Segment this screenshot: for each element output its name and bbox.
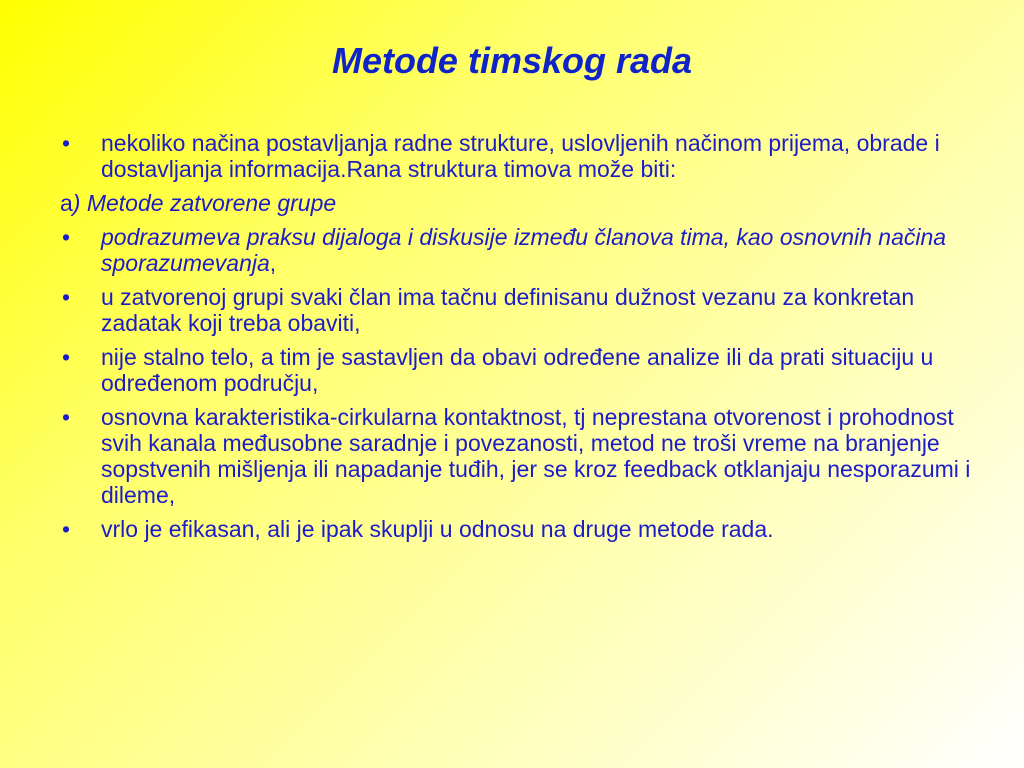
bullet-text: nije stalno telo, a tim je sastavljen da obavi određene analize ili da prati situaciju u određenom području, [101, 344, 934, 396]
bullet-item [60, 130, 980, 182]
bullet-text: osnovna karakteristika-cirkularna kontaktnost, tj neprestana otvorenost i prohodnost svih kanala međusobne saradnje i povezanosti, metod ne troši vreme na branjenje sopstvenih mišljenja ili napadanje tuđih, jer se kroz feedback otklanjaju nesporazumi i dileme, [101, 404, 971, 508]
slide-title: Metode timskog rada [331, 40, 693, 81]
section-heading-text: ) Metode zatvorene grupe [72, 190, 337, 216]
section-heading [60, 190, 980, 216]
bullet-text: u zatvorenoj grupi svaki član ima tačnu definisanu dužnost vezanu za konkretan zadatak koji treba obaviti, [101, 284, 915, 336]
bullet-text-italic: podrazumeva praksu dijaloga i diskusije između članova tima, kao osnovnih načina sporazumevanja [101, 224, 947, 276]
bullet-icon: • [62, 516, 71, 542]
slide-content [60, 130, 980, 550]
bullet-icon: • [62, 404, 71, 430]
bullet-item [60, 344, 980, 396]
bullet-icon: • [62, 284, 71, 310]
bullet-item [60, 224, 980, 276]
bullet-icon: • [62, 224, 71, 250]
bullet-item [60, 284, 980, 336]
bullet-text: nekoliko načina postavljanja radne strukture, uslovljenih načinom prijema, obrade i dostavljanja informacija.Rana struktura timova može biti: [101, 130, 940, 182]
bullet-icon: • [62, 344, 71, 370]
section-prefix: a [60, 190, 73, 216]
bullet-text: vrlo je efikasan, ali je ipak skuplji u odnosu na druge metode rada. [101, 516, 774, 542]
bullet-item [60, 404, 980, 508]
bullet-icon: • [62, 130, 71, 156]
bullet-text-suffix: , [269, 250, 277, 276]
bullet-item [60, 516, 980, 542]
